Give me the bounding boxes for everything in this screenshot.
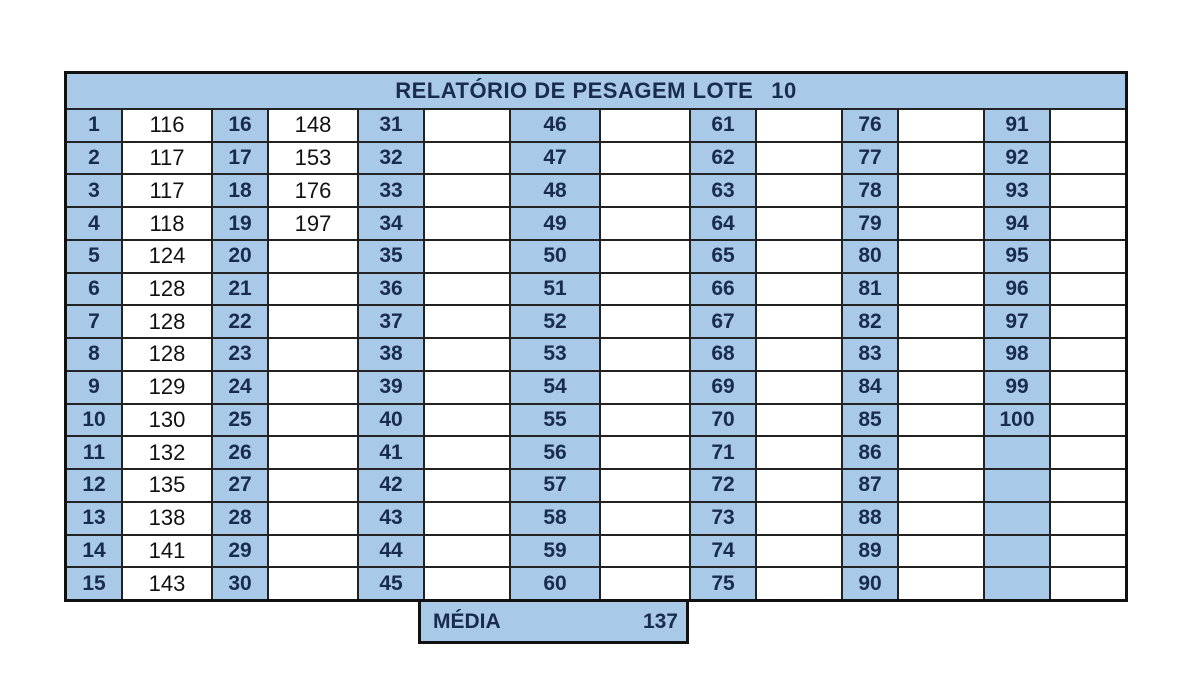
average-box <box>418 602 689 644</box>
animal-number-cell: 37 <box>359 306 425 337</box>
weight-cell <box>1051 405 1125 436</box>
weight-cell <box>757 110 843 141</box>
weight-cell <box>425 241 511 272</box>
animal-number-cell: 90 <box>843 568 899 599</box>
weight-cell <box>425 372 511 403</box>
weight-cell: 118 <box>123 208 213 239</box>
animal-number-cell: 93 <box>985 175 1051 206</box>
report-title <box>67 74 1125 110</box>
weight-cell <box>601 503 691 534</box>
animal-number-cell: 64 <box>691 208 757 239</box>
weight-cell <box>269 339 359 370</box>
animal-number-cell: 52 <box>511 306 601 337</box>
animal-number-cell: 100 <box>985 405 1051 436</box>
weight-cell: 117 <box>123 143 213 174</box>
animal-number-cell: 71 <box>691 437 757 468</box>
table-row <box>67 370 1125 403</box>
animal-number-cell: 91 <box>985 110 1051 141</box>
weight-cell <box>757 306 843 337</box>
animal-number-cell: 58 <box>511 503 601 534</box>
weight-cell <box>601 306 691 337</box>
animal-number-cell: 7 <box>67 306 123 337</box>
animal-number-cell: 8 <box>67 339 123 370</box>
animal-number-cell: 80 <box>843 241 899 272</box>
animal-number-cell: 74 <box>691 536 757 567</box>
weight-cell <box>269 503 359 534</box>
animal-number-cell: 33 <box>359 175 425 206</box>
animal-number-cell: 17 <box>213 143 269 174</box>
table-row <box>67 304 1125 337</box>
animal-number-cell: 70 <box>691 405 757 436</box>
weight-cell <box>757 208 843 239</box>
animal-number-cell: 94 <box>985 208 1051 239</box>
weight-cell <box>601 372 691 403</box>
weight-cell <box>899 503 985 534</box>
animal-number-cell: 45 <box>359 568 425 599</box>
weight-cell <box>899 568 985 599</box>
weight-cell <box>899 175 985 206</box>
weight-cell <box>899 241 985 272</box>
weight-cell <box>425 503 511 534</box>
table-row <box>67 435 1125 468</box>
weight-cell: 128 <box>123 274 213 305</box>
animal-number-cell: 59 <box>511 536 601 567</box>
animal-number-cell: 2 <box>67 143 123 174</box>
weight-cell <box>269 568 359 599</box>
weight-cell <box>757 175 843 206</box>
weight-cell <box>899 437 985 468</box>
animal-number-cell: 30 <box>213 568 269 599</box>
animal-number-cell: 99 <box>985 372 1051 403</box>
weight-cell: 153 <box>269 143 359 174</box>
table-row <box>67 108 1125 141</box>
weight-cell <box>1051 437 1125 468</box>
animal-number-cell: 32 <box>359 143 425 174</box>
weight-cell <box>1051 274 1125 305</box>
animal-number-cell: 97 <box>985 306 1051 337</box>
lote-number: 10 <box>771 78 797 103</box>
weight-cell <box>757 568 843 599</box>
animal-number-cell: 1 <box>67 110 123 141</box>
weight-cell: 128 <box>123 339 213 370</box>
weight-cell <box>601 143 691 174</box>
animal-number-cell: 10 <box>67 405 123 436</box>
animal-number-cell: 14 <box>67 536 123 567</box>
weight-cell: 117 <box>123 175 213 206</box>
animal-number-cell: 3 <box>67 175 123 206</box>
animal-number-cell <box>985 437 1051 468</box>
animal-number-cell: 75 <box>691 568 757 599</box>
animal-number-cell: 19 <box>213 208 269 239</box>
weight-cell <box>269 470 359 501</box>
animal-number-cell: 43 <box>359 503 425 534</box>
weight-cell: 128 <box>123 306 213 337</box>
animal-number-cell: 95 <box>985 241 1051 272</box>
animal-number-cell: 41 <box>359 437 425 468</box>
weight-cell <box>601 175 691 206</box>
table-row <box>67 239 1125 272</box>
animal-number-cell: 51 <box>511 274 601 305</box>
weight-cell <box>757 143 843 174</box>
animal-number-cell: 31 <box>359 110 425 141</box>
animal-number-cell: 34 <box>359 208 425 239</box>
weight-cell <box>899 274 985 305</box>
weight-cell <box>601 568 691 599</box>
weight-cell: 129 <box>123 372 213 403</box>
animal-number-cell: 48 <box>511 175 601 206</box>
weight-cell <box>899 339 985 370</box>
weight-cell <box>757 339 843 370</box>
animal-number-cell: 82 <box>843 306 899 337</box>
weight-cell <box>601 274 691 305</box>
animal-number-cell: 28 <box>213 503 269 534</box>
animal-number-cell: 40 <box>359 405 425 436</box>
animal-number-cell: 15 <box>67 568 123 599</box>
animal-number-cell: 9 <box>67 372 123 403</box>
animal-number-cell: 77 <box>843 143 899 174</box>
animal-number-cell: 23 <box>213 339 269 370</box>
animal-number-cell: 12 <box>67 470 123 501</box>
animal-number-cell: 66 <box>691 274 757 305</box>
animal-number-cell: 65 <box>691 241 757 272</box>
animal-number-cell: 36 <box>359 274 425 305</box>
animal-number-cell: 76 <box>843 110 899 141</box>
animal-number-cell: 26 <box>213 437 269 468</box>
animal-number-cell: 24 <box>213 372 269 403</box>
animal-number-cell <box>985 568 1051 599</box>
weight-cell <box>425 405 511 436</box>
animal-number-cell: 20 <box>213 241 269 272</box>
weight-cell <box>757 536 843 567</box>
weight-cell <box>601 405 691 436</box>
animal-number-cell: 83 <box>843 339 899 370</box>
weight-cell <box>1051 306 1125 337</box>
table-row <box>67 534 1125 567</box>
weight-cell <box>425 437 511 468</box>
animal-number-cell: 55 <box>511 405 601 436</box>
weight-cell <box>1051 175 1125 206</box>
weight-cell <box>425 568 511 599</box>
animal-number-cell: 38 <box>359 339 425 370</box>
weight-cell <box>1051 568 1125 599</box>
weight-cell <box>269 536 359 567</box>
animal-number-cell: 21 <box>213 274 269 305</box>
weight-cell <box>899 306 985 337</box>
animal-number-cell: 84 <box>843 372 899 403</box>
animal-number-cell <box>985 536 1051 567</box>
weight-cell <box>425 339 511 370</box>
animal-number-cell: 50 <box>511 241 601 272</box>
weight-cell <box>601 470 691 501</box>
weight-cell <box>899 110 985 141</box>
animal-number-cell: 39 <box>359 372 425 403</box>
weight-cell <box>269 372 359 403</box>
animal-number-cell: 47 <box>511 143 601 174</box>
weight-cell <box>601 110 691 141</box>
weight-cell: 141 <box>123 536 213 567</box>
animal-number-cell: 69 <box>691 372 757 403</box>
weight-cell <box>757 241 843 272</box>
weight-cell <box>1051 241 1125 272</box>
weight-cell <box>1051 110 1125 141</box>
animal-number-cell: 62 <box>691 143 757 174</box>
animal-number-cell: 61 <box>691 110 757 141</box>
animal-number-cell: 54 <box>511 372 601 403</box>
table-row <box>67 468 1125 501</box>
weight-cell <box>601 339 691 370</box>
weight-cell <box>425 175 511 206</box>
animal-number-cell: 96 <box>985 274 1051 305</box>
animal-number-cell: 92 <box>985 143 1051 174</box>
weight-cell: 148 <box>269 110 359 141</box>
weight-cell <box>899 208 985 239</box>
animal-number-cell: 22 <box>213 306 269 337</box>
animal-number-cell: 86 <box>843 437 899 468</box>
animal-number-cell: 16 <box>213 110 269 141</box>
animal-number-cell: 29 <box>213 536 269 567</box>
weight-cell: 130 <box>123 405 213 436</box>
weight-cell: 143 <box>123 568 213 599</box>
weight-cell <box>899 470 985 501</box>
animal-number-cell: 79 <box>843 208 899 239</box>
weight-cell <box>757 503 843 534</box>
weight-cell <box>425 110 511 141</box>
animal-number-cell: 98 <box>985 339 1051 370</box>
animal-number-cell: 78 <box>843 175 899 206</box>
animal-number-cell: 60 <box>511 568 601 599</box>
weight-cell <box>899 143 985 174</box>
table-row <box>67 206 1125 239</box>
weight-cell <box>1051 470 1125 501</box>
weight-cell <box>1051 536 1125 567</box>
weight-cell: 132 <box>123 437 213 468</box>
animal-number-cell: 49 <box>511 208 601 239</box>
weight-cell <box>899 536 985 567</box>
average-value: 137 <box>642 609 678 633</box>
table-row <box>67 337 1125 370</box>
weight-cell <box>601 241 691 272</box>
animal-number-cell <box>985 503 1051 534</box>
weight-cell <box>425 306 511 337</box>
weight-cell <box>425 208 511 239</box>
weight-cell <box>757 470 843 501</box>
animal-number-cell: 4 <box>67 208 123 239</box>
weight-cell <box>269 274 359 305</box>
animal-number-cell: 87 <box>843 470 899 501</box>
animal-number-cell: 89 <box>843 536 899 567</box>
weight-cell <box>1051 503 1125 534</box>
weight-cell <box>899 372 985 403</box>
weight-cell: 116 <box>123 110 213 141</box>
animal-number-cell: 57 <box>511 470 601 501</box>
animal-number-cell: 35 <box>359 241 425 272</box>
weight-cell <box>1051 339 1125 370</box>
animal-number-cell: 11 <box>67 437 123 468</box>
table-row <box>67 501 1125 534</box>
animal-number-cell: 5 <box>67 241 123 272</box>
report-title-text: RELATÓRIO DE PESAGEM LOTE <box>395 78 754 103</box>
weight-cell: 197 <box>269 208 359 239</box>
animal-number-cell: 44 <box>359 536 425 567</box>
animal-number-cell: 68 <box>691 339 757 370</box>
animal-number-cell: 67 <box>691 306 757 337</box>
animal-number-cell: 46 <box>511 110 601 141</box>
weight-cell <box>269 405 359 436</box>
weight-cell <box>425 536 511 567</box>
animal-number-cell: 13 <box>67 503 123 534</box>
table-row <box>67 272 1125 305</box>
animal-number-cell: 73 <box>691 503 757 534</box>
weight-cell <box>425 274 511 305</box>
animal-number-cell: 72 <box>691 470 757 501</box>
weight-cell <box>425 143 511 174</box>
animal-number-cell: 25 <box>213 405 269 436</box>
weight-cell <box>269 437 359 468</box>
weight-cell <box>757 274 843 305</box>
average-label: MÉDIA <box>433 609 501 633</box>
weight-cell <box>1051 208 1125 239</box>
weight-cell <box>269 241 359 272</box>
table-row <box>67 403 1125 436</box>
weight-cell: 138 <box>123 503 213 534</box>
animal-number-cell: 81 <box>843 274 899 305</box>
weight-cell <box>425 470 511 501</box>
animal-number-cell: 88 <box>843 503 899 534</box>
animal-number-cell: 42 <box>359 470 425 501</box>
animal-number-cell: 27 <box>213 470 269 501</box>
weight-cell <box>757 405 843 436</box>
weight-cell <box>1051 372 1125 403</box>
animal-number-cell: 56 <box>511 437 601 468</box>
animal-number-cell: 18 <box>213 175 269 206</box>
table-row <box>67 566 1125 599</box>
weight-cell <box>757 437 843 468</box>
animal-number-cell: 85 <box>843 405 899 436</box>
weighing-report-table <box>64 71 1128 602</box>
weight-cell <box>899 405 985 436</box>
animal-number-cell: 6 <box>67 274 123 305</box>
animal-number-cell <box>985 470 1051 501</box>
weight-cell <box>601 437 691 468</box>
weight-cell: 176 <box>269 175 359 206</box>
weight-cell <box>1051 143 1125 174</box>
weight-cell <box>757 372 843 403</box>
weight-cell <box>601 536 691 567</box>
weight-cell <box>601 208 691 239</box>
table-row <box>67 141 1125 174</box>
animal-number-cell: 53 <box>511 339 601 370</box>
table-row <box>67 173 1125 206</box>
weight-cell: 124 <box>123 241 213 272</box>
animal-number-cell: 63 <box>691 175 757 206</box>
weight-cell <box>269 306 359 337</box>
weight-cell: 135 <box>123 470 213 501</box>
weighing-grid <box>67 108 1125 599</box>
